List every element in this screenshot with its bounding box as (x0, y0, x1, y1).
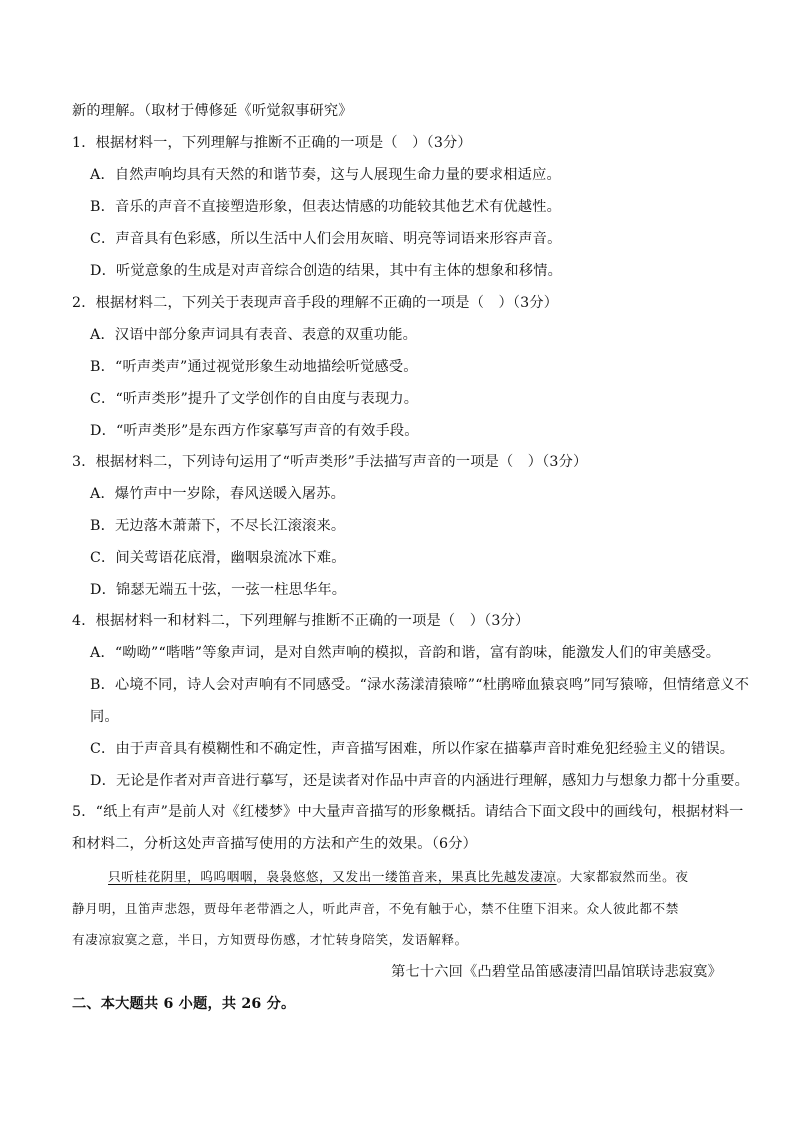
excerpt-line-1 (108, 867, 768, 887)
question-1-option-c: C．声音具有色彩感，所以生活中人们会用灰暗、明亮等词语来形容声音。 (90, 231, 562, 247)
question-4-option-c: C．由于声音具有模糊性和不确定性，声音描写困难，所以作家在描摹声音时难免犯经验主义的错误。 (90, 741, 735, 757)
question-1-stem: 1．根据材料一，下列理解与推断不正确的一项是（ ）（3分） (72, 135, 472, 151)
excerpt-line-1-rest: 。大家都寂然而坐。夜 (556, 869, 689, 884)
excerpt-line-3: 有凄凉寂寞之意，半日，方知贾母伤感，才忙转身陪笑，发语解释。 (72, 932, 468, 947)
question-3-option-c: C．间关莺语花底滑，幽咽泉流冰下难。 (90, 550, 346, 566)
question-3-option-b: B．无边落木萧萧下，不尽长江滚滚来。 (90, 518, 346, 534)
question-4-option-d: D．无论是作者对声音进行摹写，还是读者对作品中声音的内涵进行理解，感知力与想象力都十分重要。 (90, 773, 750, 789)
question-4-option-a: A．“呦呦”“喈喈”等象声词，是对自然声响的模拟，音韵和谐，富有韵味，能激发人们的审美感受。 (90, 645, 721, 661)
question-2-option-c: C．“听声类形”提升了文学创作的自由度与表现力。 (90, 391, 419, 407)
question-4-option-b-continuation: 同。 (90, 709, 119, 725)
question-2-option-b: B．“听声类声”通过视觉形象生动地描绘听觉感受。 (90, 359, 418, 375)
excerpt-line-2: 静月明，且笛声悲怨，贾母年老带酒之人，听此声音，不免有触于心，禁不住堕下泪来。众人彼此都不禁 (72, 901, 679, 916)
question-3-option-a: A．爆竹声中一岁除，春风送暖入屠苏。 (90, 486, 346, 502)
question-3-option-d: D．锦瑟无端五十弦，一弦一柱思华年。 (90, 582, 347, 598)
question-4-stem: 4．根据材料一和材料二，下列理解与推断不正确的一项是（ ）（3分） (72, 613, 530, 629)
question-5-stem-line-2: 和材料二，分析这处声音描写使用的方法和产生的效果。（6分） (72, 836, 477, 852)
question-2-stem: 2．根据材料二，下列关于表现声音手段的理解不正确的一项是（ ）（3分） (72, 295, 559, 311)
section-two-heading: 二、本大题共 6 小题，共 26 分。 (72, 996, 296, 1012)
question-4-option-b: B．心境不同，诗人会对声响有不同感受。“渌水荡漾清猿啼”“杜鹃啼血猿哀鸣”同写猿啼，但情绪意义不 (90, 677, 750, 693)
question-5-stem-line-1: 5．“纸上有声”是前人对《红楼梦》中大量声音描写的形象概括。请结合下面文段中的画线句，根据材料一 (72, 804, 744, 820)
excerpt-source: 第七十六回《凸碧堂品笛感凄清凹晶馆联诗悲寂寞》 (391, 964, 722, 980)
question-1-option-d: D．听觉意象的生成是对声音综合创造的结果，其中有主体的想象和移情。 (90, 263, 562, 279)
question-3-stem: 3．根据材料二，下列诗句运用了“听声类形”手法描写声音的一项是（ ）（3分） (72, 454, 588, 470)
question-1-option-a: A．自然声响均具有天然的和谐节奏，这与人展现生命力量的要求相适应。 (90, 167, 561, 183)
excerpt-underlined-sentence: 只听桂花阴里，呜呜咽咽，袅袅悠悠，又发出一缕笛音来，果真比先越发凄凉 (108, 869, 557, 884)
question-2-option-a: A．汉语中部分象声词具有表音、表意的双重功能。 (90, 327, 417, 343)
question-1-option-b: B．音乐的声音不直接塑造形象，但表达情感的功能较其他艺术有优越性。 (90, 199, 562, 215)
intro-tail: 新的理解。（取材于傅修延《听觉叙事研究》 (72, 103, 353, 119)
question-2-option-d: D．“听声类形”是东西方作家摹写声音的有效手段。 (90, 423, 419, 439)
